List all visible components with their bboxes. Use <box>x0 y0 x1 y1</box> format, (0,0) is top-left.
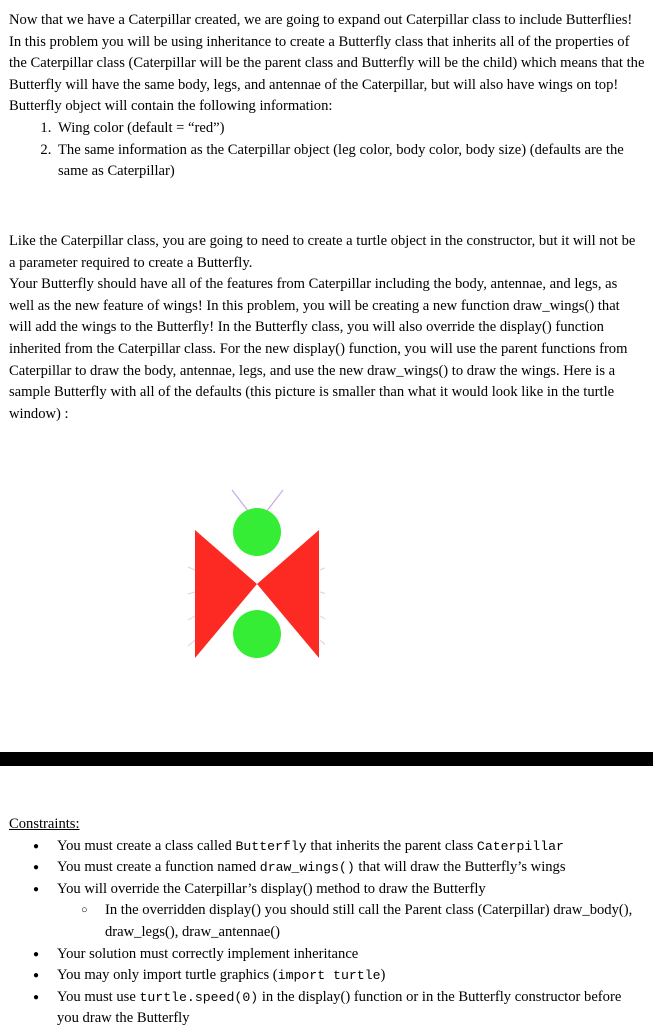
constraints-heading: Constraints: <box>9 816 80 832</box>
list-item: 2. The same information as the Caterpillar object (leg color, body color, body size) (defaults are the same as Caterpillar) <box>55 140 645 183</box>
details-paragraph-1: Like the Caterpillar class, you are going to need to create a turtle object in the constructor, but it will not be a parameter required to create a Butterfly. <box>9 233 636 271</box>
constraints-section <box>9 814 645 1030</box>
list-item: 1. Wing color (default = “red”) <box>55 118 645 140</box>
body-bottom <box>233 610 281 658</box>
intro-paragraph: Now that we have a Caterpillar created, we are going to expand out Caterpillar class to include Butterflies! In this problem you will be using inheritance to create a Butterfly class that inherits all of the properties of the Caterpillar class (Caterpillar will be the parent class and Butterfly will be the child) which means that the Butterfly will have the same body, legs, and antennae of the Caterpillar, but will also have wings on top! Butterfly object will contain the following information: <box>9 12 645 115</box>
constraint-item: ● You will override the Caterpillar’s display() method to draw the Butterfly ○ In the overridden display() you should still call the Parent class (Caterpillar) draw_body(), draw_legs(), draw_antennae() <box>55 879 645 944</box>
constraints-list <box>9 836 645 1030</box>
leg <box>320 592 325 594</box>
details-section <box>9 231 645 425</box>
constraint-item: ● Your solution must correctly implement inheritance <box>55 944 645 966</box>
butterfly-figure <box>185 488 325 668</box>
leg <box>188 592 195 594</box>
section-divider <box>0 752 653 766</box>
leg <box>188 640 195 646</box>
constraint-item: ● You may only import turtle graphics (import turtle) <box>55 965 645 987</box>
constraint-sublist <box>57 900 645 943</box>
info-list <box>9 118 645 183</box>
constraint-item: ● You must use turtle.speed(0) in the display() function or in the Butterfly constructor before you draw the Butterfly <box>55 987 645 1030</box>
leg <box>320 567 325 570</box>
leg <box>320 640 325 646</box>
body-top <box>233 508 281 556</box>
leg <box>320 616 325 620</box>
constraint-item: ● You must create a class called Butterfly that inherits the parent class Caterpillar <box>55 836 645 858</box>
constraint-subitem: ○ In the overridden display() you should still call the Parent class (Caterpillar) draw_body(), draw_legs(), draw_antennae() <box>103 900 645 943</box>
leg <box>188 567 195 570</box>
constraint-item: ● You must create a function named draw_wings() that will draw the Butterfly’s wings <box>55 857 645 879</box>
details-paragraph-2: Your Butterfly should have all of the features from Caterpillar including the body, antennae, and legs, as well as the new feature of wings! In this problem, you will be creating a new function draw_wings() that will add the wings to the Butterfly! In the Butterfly class, you will also override the display() function inherited from the Caterpillar class. For the new display() function, you will use the parent functions from Caterpillar to draw the body, antennae, legs, and use the new draw_wings() to draw the wings. Here is a sample Butterfly with all of the defaults (this picture is smaller than what it would look like in the turtle window) : <box>9 276 628 422</box>
leg <box>188 616 195 620</box>
intro-section <box>9 10 645 183</box>
